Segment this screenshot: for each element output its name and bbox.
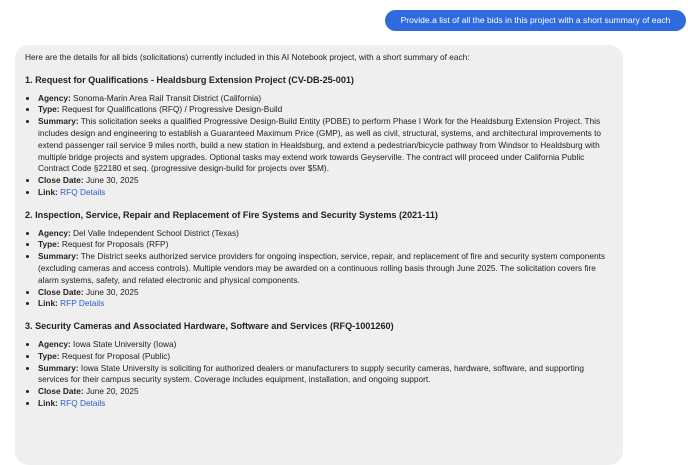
bid-agency-label: Agency:: [38, 338, 71, 349]
bid-close-date-label: Close Date:: [38, 175, 84, 186]
bid-title: 1. Request for Qualifications - Healdsburg Extension Project (CV-DB-25-001): [25, 74, 354, 85]
bid-link-row: [38, 298, 613, 310]
bid-close-date-row: [38, 287, 613, 299]
assistant-message-bubble: [15, 45, 623, 465]
bid-type-row: [38, 351, 613, 363]
bid-link-label: Link:: [38, 298, 58, 309]
bid-item: [25, 75, 613, 199]
user-message-bubble: [385, 10, 686, 31]
bid-summary-label: Summary:: [38, 116, 79, 127]
bid-agency-value: Iowa State University (Iowa): [73, 338, 177, 349]
bid-summary-row: [38, 251, 613, 286]
bid-summary-value: Iowa State University is soliciting for authorized dealers or manufacturers to supply security cameras, hardware, software, and supporting services for their campus security system. Coverage includes equipment, installation, and ongoing support.: [38, 362, 585, 385]
bid-close-date-row: [38, 386, 613, 398]
bid-type-row: [38, 104, 613, 116]
bid-title: 3. Security Cameras and Associated Hardware, Software and Services (RFQ-1001260): [25, 321, 394, 332]
bid-title: 2. Inspection, Service, Repair and Replacement of Fire Systems and Security Systems (2021-11): [25, 209, 438, 220]
bid-details-link[interactable]: RFP Details: [60, 298, 105, 309]
bid-type-row: [38, 239, 613, 251]
bid-type-value: Request for Proposal (Public): [61, 350, 171, 361]
bid-agency-value: Del Valle Independent School District (Texas): [73, 227, 239, 238]
bid-close-date-row: [38, 175, 613, 187]
bid-agency-row: [38, 228, 613, 240]
bid-type-label: Type:: [38, 104, 60, 115]
bid-close-date-value: June 20, 2025: [85, 386, 139, 397]
bid-close-date-label: Close Date:: [38, 386, 84, 397]
user-message-text: Provide.a list of all the bids in this project with a short summary of each: [400, 15, 671, 25]
bid-item: [25, 210, 613, 310]
bid-agency-value: Sonoma-Marin Area Rail Transit District (California): [73, 92, 262, 103]
bid-link-row: [38, 187, 613, 199]
bid-details-list: [25, 228, 613, 311]
assistant-intro: Here are the details for all bids (solicitations) currently included in this AI Notebook project, with a short summary of each:: [25, 52, 470, 62]
bid-summary-label: Summary:: [38, 251, 79, 262]
bid-details-link[interactable]: RFQ Details: [60, 186, 106, 197]
bid-type-value: Request for Qualifications (RFQ) / Progressive Design-Build: [61, 104, 283, 115]
bid-type-label: Type:: [38, 350, 60, 361]
bid-summary-value: The District seeks authorized service providers for ongoing inspection, service, repair, and replacement of fire and security system components (excluding cameras and access controls). Multiple vendors may be awarded on a continuous rolling basis through June 2025. The solicitation covers fire alarm systems, safety, and related electronic and physical components.: [38, 251, 606, 285]
bid-summary-row: [38, 363, 613, 387]
bid-summary-value: This solicitation seeks a qualified Progressive Design-Build Entity (PDBE) to perform Phase I Work for the Healdsburg Extension Project. This includes design and engineering to establish a Guaranteed Maximum Price (GMP), as well as civil, structural, systems, and architectural improvements to extend passenger rail service 9 miles north, build a new station in Healdsburg, and extend a pedestrian/bicycle pathway from Windsor to Healdsburg with multiple bridge projects and system upgrades. Optional tasks may extend work towards Geyserville. The contract will proceed under California Public Contract Code §22180 et seq. (progressive design-build for projects over $5M).: [38, 116, 602, 174]
bid-type-label: Type:: [38, 239, 60, 250]
bid-item: [25, 321, 613, 410]
bid-close-date-label: Close Date:: [38, 286, 84, 297]
bid-type-value: Request for Proposals (RFP): [61, 239, 169, 250]
bid-agency-label: Agency:: [38, 227, 71, 238]
bid-agency-row: [38, 339, 613, 351]
bid-agency-row: [38, 93, 613, 105]
bid-details-link[interactable]: RFQ Details: [60, 397, 106, 408]
bid-details-list: [25, 339, 613, 410]
bid-link-row: [38, 398, 613, 410]
bid-link-label: Link:: [38, 397, 58, 408]
bid-agency-label: Agency:: [38, 92, 71, 103]
bid-summary-row: [38, 116, 613, 175]
bid-list: [25, 75, 613, 410]
bid-close-date-value: June 30, 2025: [85, 286, 139, 297]
bid-close-date-value: June 30, 2025: [85, 175, 139, 186]
bid-details-list: [25, 93, 613, 199]
bid-summary-label: Summary:: [38, 362, 79, 373]
bid-link-label: Link:: [38, 186, 58, 197]
